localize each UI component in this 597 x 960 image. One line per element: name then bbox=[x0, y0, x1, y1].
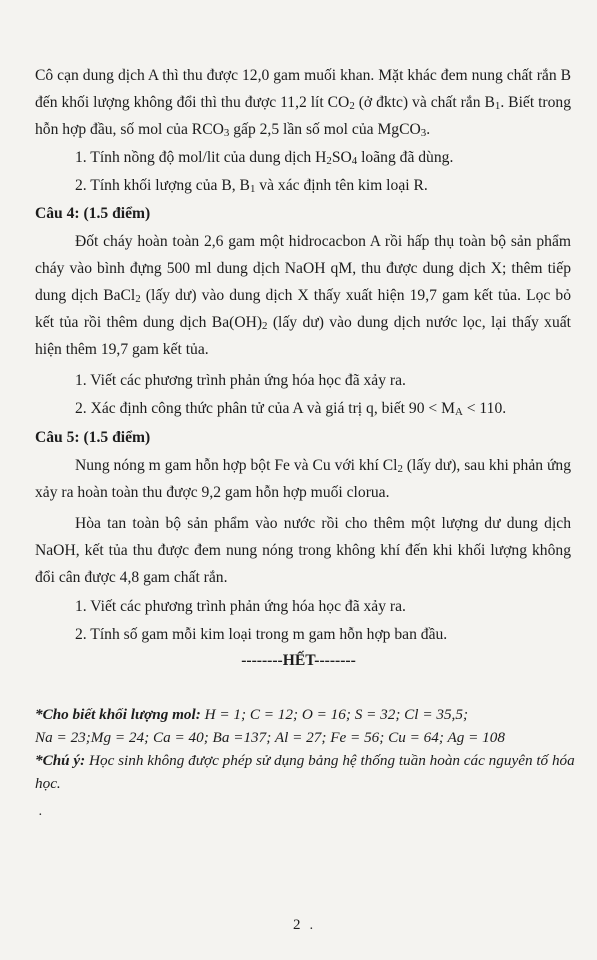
molar-mass-note: *Cho biết khối lượng mol: H = 1; C = 12; O = 16; S = 32; Cl = 35,5; Na = 23;Mg = 24; Ca = 40; Ba =137; Al = 27; Fe = 56; Cu = 64; Ag = 108 bbox=[35, 706, 505, 746]
end-marker: --------HẾT-------- bbox=[241, 652, 356, 669]
stray-dot: · bbox=[38, 808, 43, 823]
carry-over-paragraph: Cô cạn dung dịch A thì thu được 12,0 gam muối khan. Mặt khác đem nung chất rắn B đến khối lượng không đổi thì thu được 11,2 lít $CO_2$ (ở đktc) và chất rắn $B_1$. Biết trong hỗn hợp đầu, số mol của $RCO_3$ gấp 2,5 lần số mol của MgCO$_3$. bbox=[35, 67, 572, 140]
q4-item-2: 2. Xác định công thức phân tử của A và giá trị q, biết $90 < M_A < 110$. bbox=[75, 400, 507, 419]
q4-heading: Câu 4: (1.5 điểm) bbox=[35, 205, 151, 222]
q3-item-1: 1. Tính nồng độ mol/lit của dung dịch $H_2SO_4$ loãng đã dùng. bbox=[75, 149, 454, 168]
page-number: 2 bbox=[293, 917, 301, 933]
q3-item-2: 2. Tính khối lượng của B, $B_1$ và xác định tên kim loại R. bbox=[75, 177, 428, 196]
q5-item-1: 1. Viết các phương trình phản ứng hóa học đã xảy ra. bbox=[75, 598, 406, 615]
q4-item-1: 1. Viết các phương trình phản ứng hóa học đã xảy ra. bbox=[75, 372, 406, 389]
q4-paragraph: Đốt cháy hoàn toàn 2,6 gam một hidrocacbon A rồi hấp thụ toàn bộ sản phẩm cháy vào bình đựng 500 ml dung dịch NaOH qM, thu được dung dịch X; thêm tiếp dung dịch BaCl$_2$ (lấy dư) vào dung dịch X thấy xuất hiện 19,7 gam kết tủa. Lọc bỏ kết tủa rồi thêm dung dịch $Ba(OH)_2$ (lấy dư) vào dung dịch nước lọc, lại thấy xuất hiện thêm 19,7 gam kết tủa. bbox=[35, 233, 571, 358]
stray-dot: · bbox=[309, 922, 314, 937]
q5-paragraph-2: Hòa tan toàn bộ sản phẩm vào nước rồi cho thêm một lượng dư dung dịch NaOH, kết tủa thu được đem nung nóng trong không khí đến khi khối lượng không đổi cân được 4,8 gam chất rắn. bbox=[35, 515, 571, 586]
q5-paragraph-1: Nung nóng m gam hỗn hợp bột Fe và Cu với khí $Cl_2$ (lấy dư), sau khi phản ứng xảy ra hoàn toàn thu được 9,2 gam hỗn hợp muối clorua. bbox=[35, 457, 571, 501]
q5-item-2: 2. Tính số gam mỗi kim loại trong m gam hỗn hợp ban đầu. bbox=[75, 626, 448, 643]
q5-heading: Câu 5: (1.5 điểm) bbox=[35, 429, 151, 446]
warning-note: *Chú ý: Học sinh không được phép sử dụng bảng hệ thống tuần hoàn các nguyên tố hóa học. bbox=[35, 752, 575, 792]
